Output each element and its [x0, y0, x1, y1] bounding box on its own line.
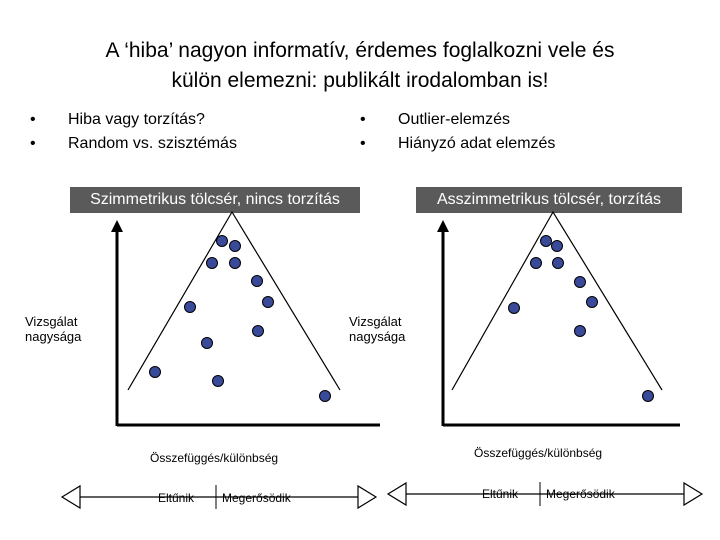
study-point [575, 277, 586, 288]
left-arrow-left-head [62, 486, 80, 508]
y-label-line: nagysága [349, 329, 406, 344]
right-arrow-label-weaken: Eltűnik [482, 487, 519, 501]
right-arrow-label-strengthen: Megerősödik [546, 487, 615, 501]
bullet-marker: • [30, 111, 36, 128]
study-point [509, 303, 520, 314]
right-y-axis-arrowhead [437, 220, 449, 232]
study-point [230, 258, 241, 269]
left-y-axis-label [25, 314, 81, 344]
study-point [230, 241, 241, 252]
right-x-axis-label: Összefüggés/különbség [474, 446, 603, 460]
study-point [150, 367, 161, 378]
left-arrow-right-head [358, 486, 376, 508]
right-study-points [509, 236, 654, 402]
title-line-1: A ‘hiba’ nagyon informatív, érdemes foglalkozni vele és [105, 39, 615, 62]
study-point [643, 391, 654, 402]
left-panel-banner: Szimmetrikus tölcsér, nincs torzítás [70, 187, 360, 213]
right-y-axis-label [349, 314, 405, 344]
study-point [553, 258, 564, 269]
bullet-text: Outlier-elemzés [398, 111, 511, 128]
right-arrow-left-head [388, 483, 406, 505]
study-point [320, 391, 331, 402]
study-point [575, 326, 586, 337]
left-arrow-label-weaken: Eltűnik [158, 491, 195, 505]
study-point [541, 236, 552, 247]
left-x-axis-label: Összefüggés/különbség [150, 451, 279, 465]
study-point [252, 276, 263, 287]
right-funnel-plot [388, 212, 702, 506]
y-label-line: Vizsgálat [25, 314, 78, 329]
study-point [207, 258, 218, 269]
bullet-marker: • [30, 135, 36, 152]
title-line-2: külön elemezni: publikált irodalomban is! [171, 69, 549, 92]
bullet-text: Random vs. szisztémás [68, 135, 237, 152]
bullet-marker: • [360, 135, 366, 152]
study-point [202, 338, 213, 349]
bullet-text: Hiba vagy torzítás? [68, 111, 205, 128]
study-point [531, 258, 542, 269]
left-funnel-outline [128, 212, 340, 390]
right-funnel-outline [452, 212, 662, 390]
study-point [587, 297, 598, 308]
study-point [217, 236, 228, 247]
y-label-line: nagysága [25, 329, 82, 344]
right-arrow-right-head [684, 483, 702, 505]
study-point [185, 302, 196, 313]
left-y-axis-arrowhead [111, 220, 123, 232]
bullet-text: Hiányzó adat elemzés [398, 135, 556, 152]
study-point [263, 297, 274, 308]
study-point [552, 241, 563, 252]
bullet-marker: • [360, 111, 366, 128]
right-panel-banner: Asszimmetrikus tölcsér, torzítás [416, 187, 682, 213]
left-arrow-label-strengthen: Megerősödik [222, 491, 291, 505]
study-point [213, 376, 224, 387]
left-study-points [150, 236, 331, 402]
study-point [253, 326, 264, 337]
y-label-line: Vizsgálat [349, 314, 402, 329]
